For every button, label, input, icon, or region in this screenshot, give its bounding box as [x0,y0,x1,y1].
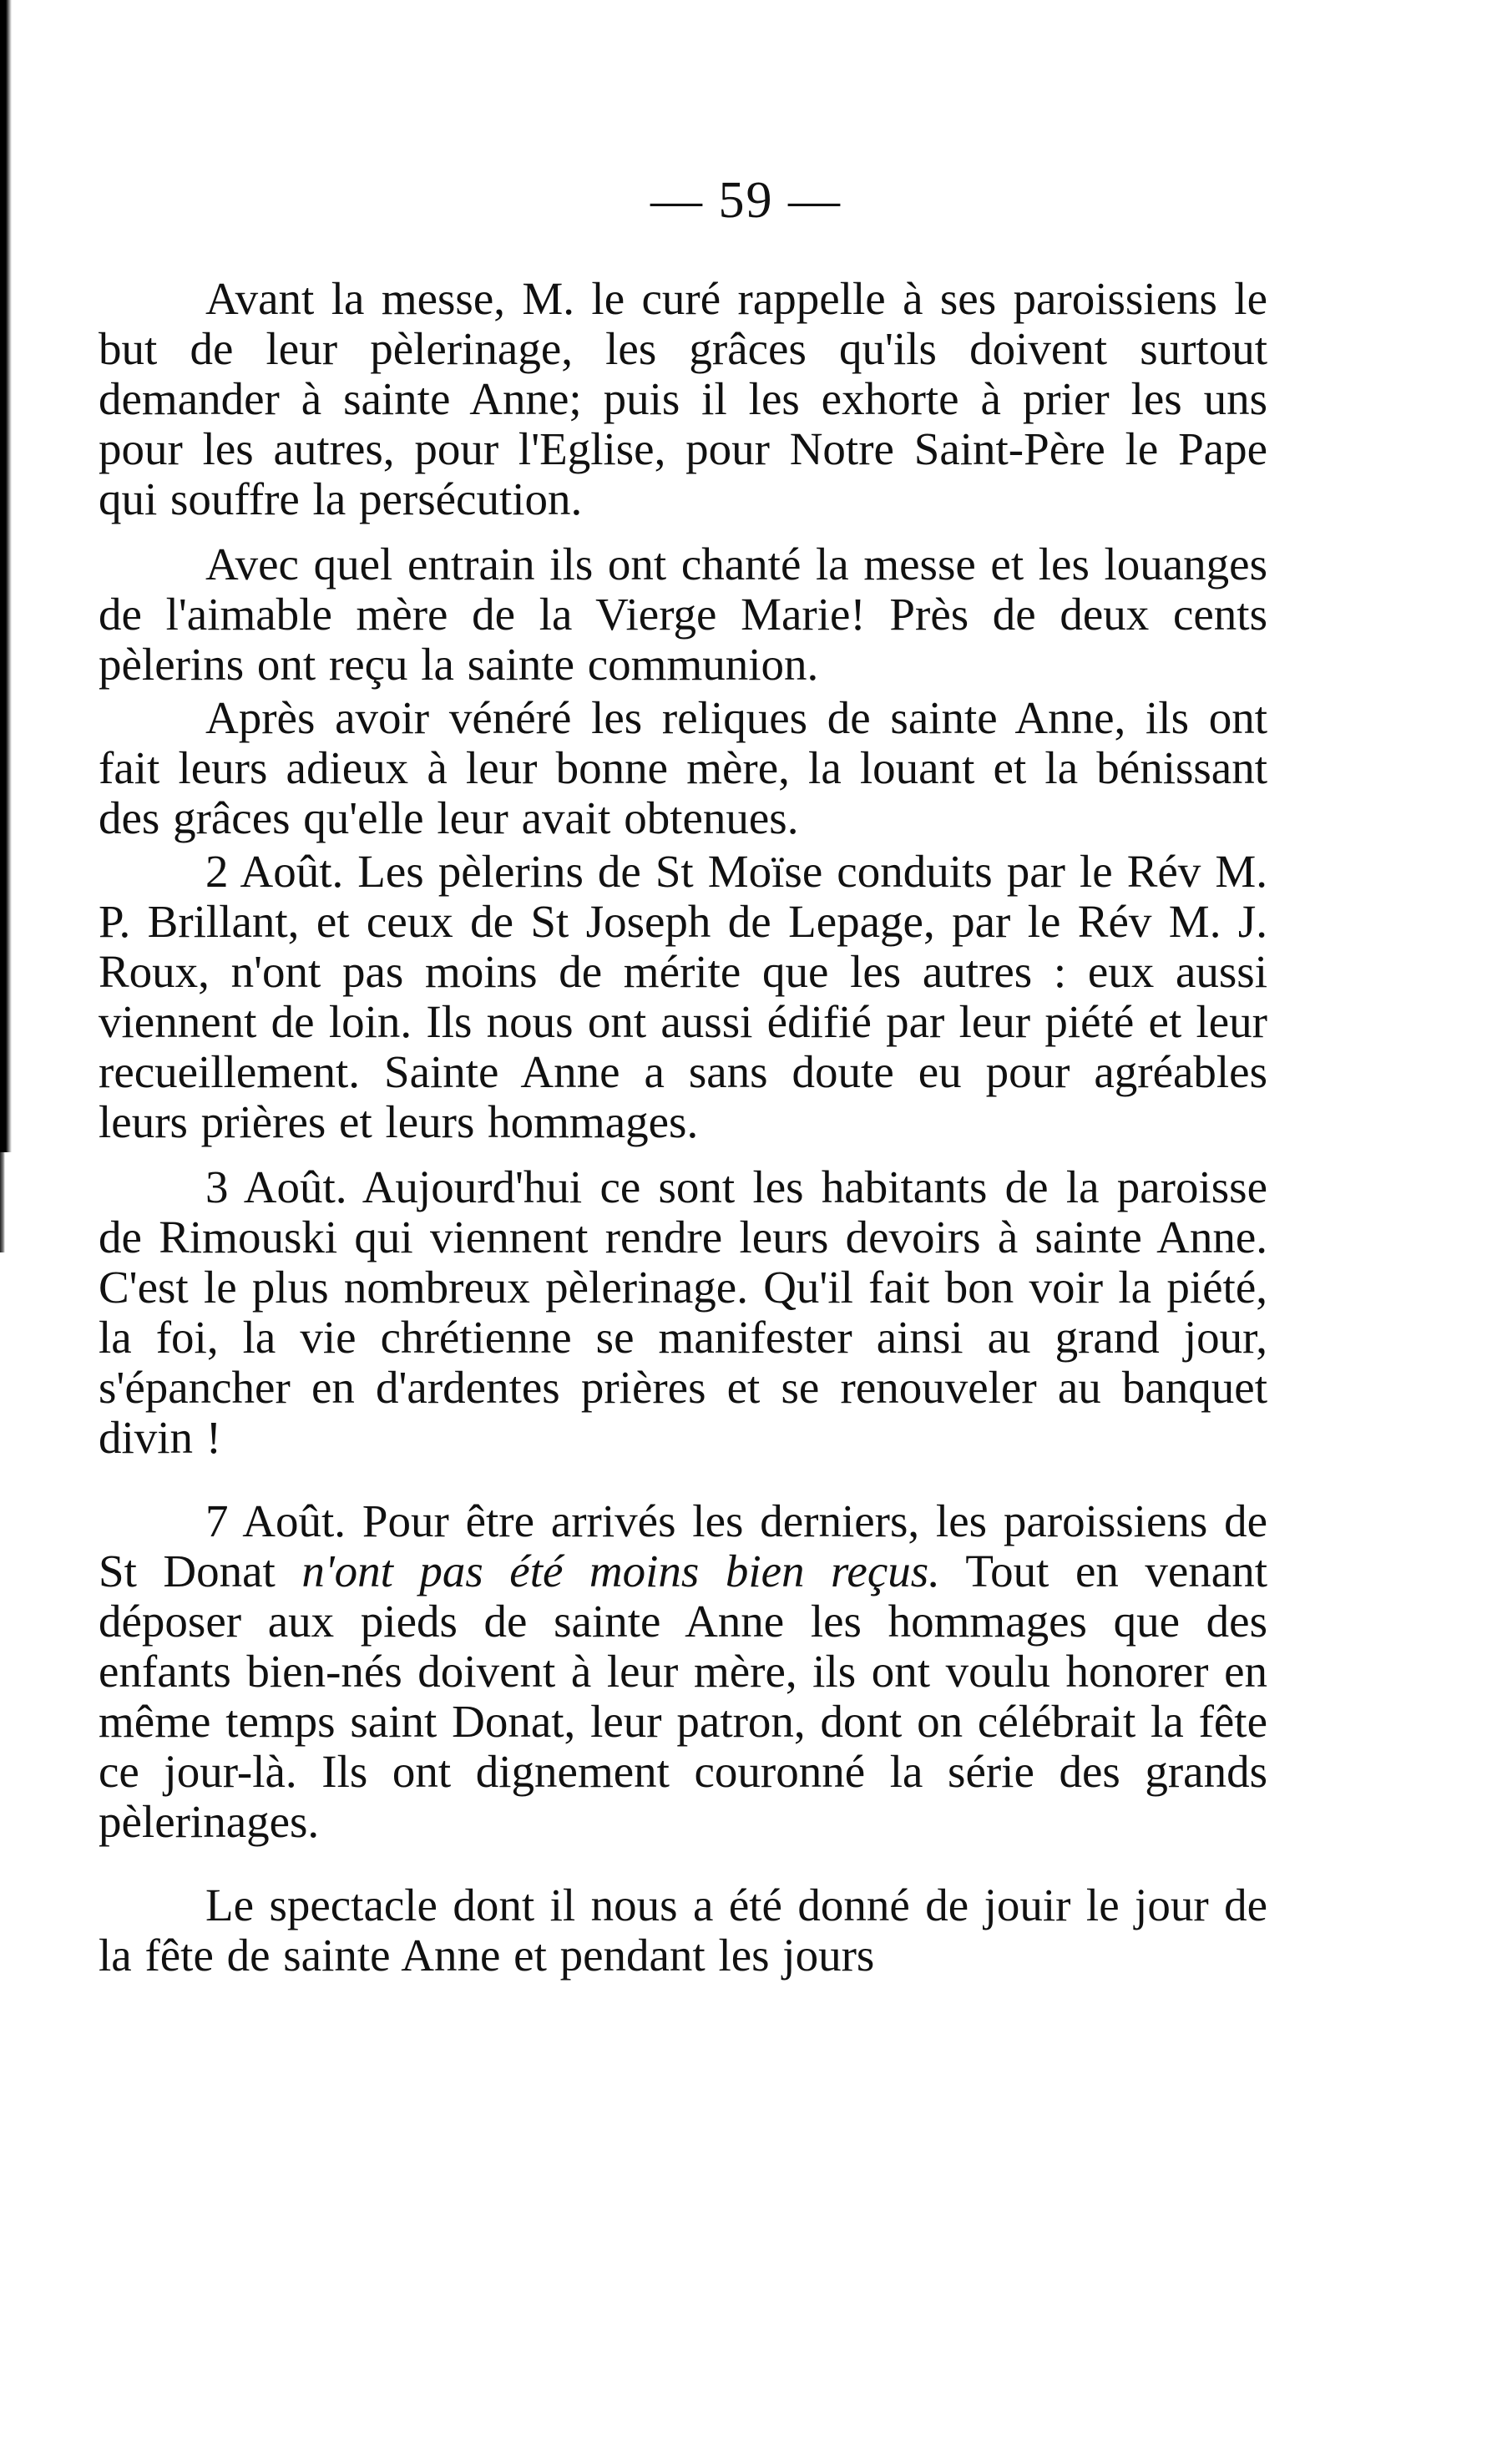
paragraph-singing: Avec quel entrain ils ont chanté la messe et les louanges de l'aimable mère de la Vierge Marie! Près de deux cents pèlerins ont reçu la sainte communion. [99,539,1267,690]
paragraph-spectacle: Le spectacle dont il nous a été donné de jouir le jour de la fête de sainte Anne et pendant les jours [99,1880,1267,1981]
paragraph-august-3: 3 Août. Aujourd'hui ce sont les habitants de la paroisse de Rimouski qui viennent rendre leurs devoirs à sainte Anne. C'est le plus nombreux pèlerinage. Qu'il fait bon voir la piété, la foi, la vie chrétienne se manifester ainsi au grand jour, s'épancher en d'ardentes prières et se renouveler au banquet divin ! [99,1161,1267,1463]
paragraph-august-7 [99,1496,1267,1847]
paragraph-relics: Après avoir vénéré les reliques de sainte Anne, ils ont fait leurs adieux à leur bonne mère, la louant et la bénissant des grâces qu'elle leur avait obtenues. [99,692,1267,843]
page-number: — 59 — [650,172,842,229]
paragraph-august-7-start: 7 Août. Pour être arrivés les derniers, les paroissiens de St Donat [99,1495,1267,1596]
scan-binding-edge-lower [0,1152,5,1252]
paragraph-august-7-end: Tout en venant déposer aux pieds de sainte Anne les hommages que des enfants bien-nés doivent à leur mère, ils ont voulu honorer en même temps saint Donat, leur patron, dont on célébrait la fête ce jour-là. Ils ont dignement couronné la série des grands pèlerinages. [99,1546,1267,1847]
body-text [99,274,1267,1981]
paragraph-august-7-italic: n'ont pas été moins bien reçus. [301,1546,940,1596]
paragraph-august-2: 2 Août. Les pèlerins de St Moïse conduits par le Rév M. P. Brillant, et ceux de St Joseph de Lepage, par le Rév M. J. Roux, n'ont pas moins de mérite que les autres : eux aussi viennent de loin. Ils nous ont aussi édifié par leur piété et leur recueillement. Sainte Anne a sans doute eu pour agréables leurs prières et leurs hommages. [99,846,1267,1147]
paragraph-mass-intro: Avant la messe, M. le curé rappelle à ses paroissiens le but de leur pèlerinage, les grâces qu'ils doivent surtout demander à sainte Anne; puis il les exhorte à prier les uns pour les autres, pour l'Eglise, pour Notre Saint-Père le Pape qui souffre la persécution. [99,273,1267,524]
